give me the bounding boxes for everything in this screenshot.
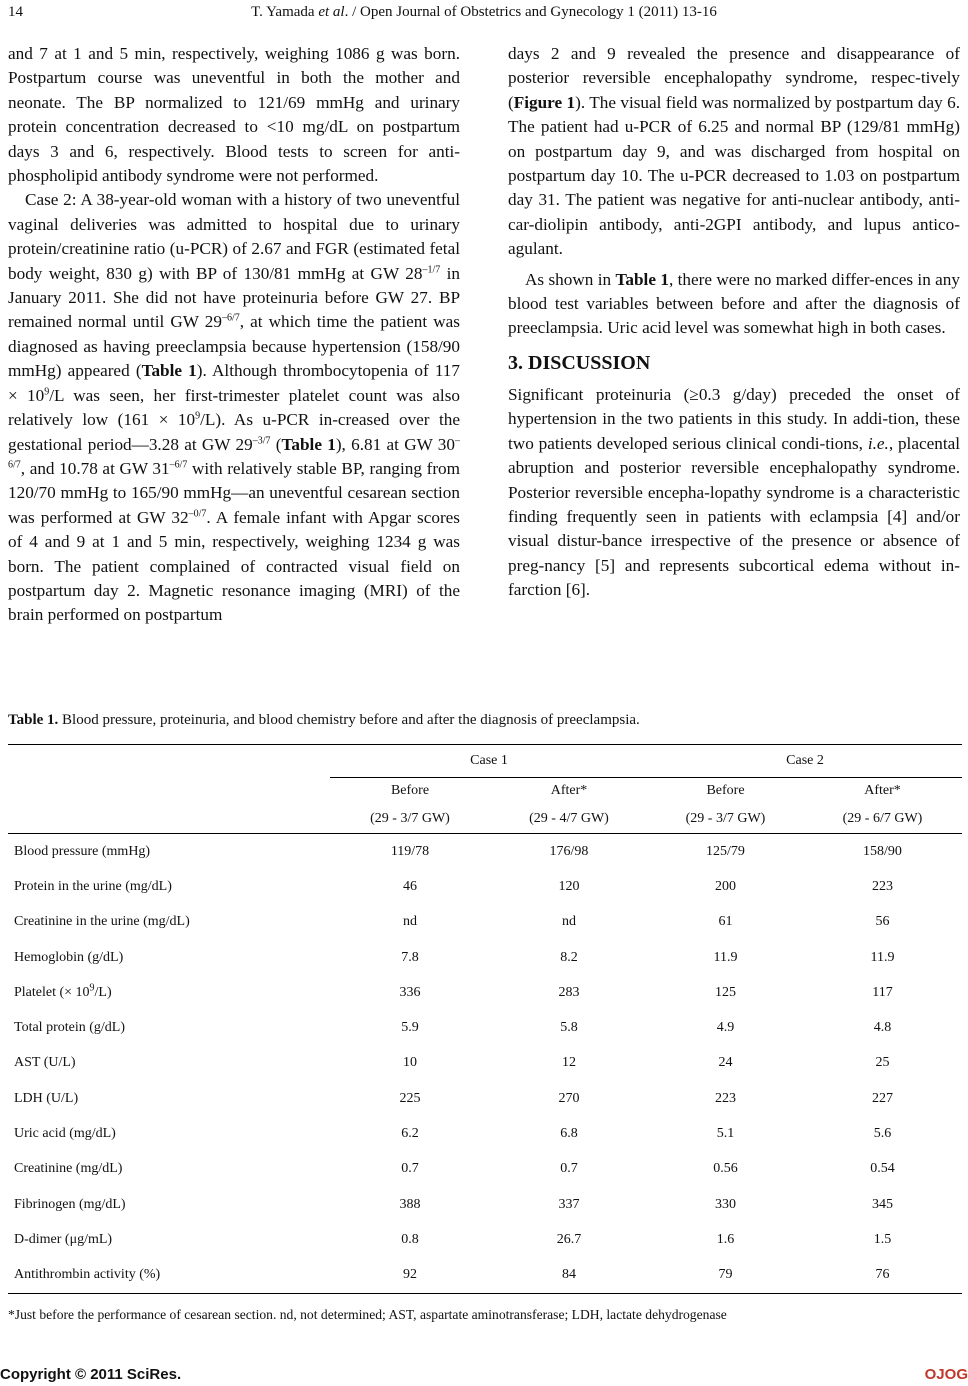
table-cell: 117 <box>872 984 893 1000</box>
table-row <box>8 1046 962 1081</box>
table-row <box>8 1258 962 1294</box>
table-cell: 1.6 <box>716 1231 735 1247</box>
row-label <box>8 1046 330 1081</box>
table-cell: 12 <box>562 1055 576 1071</box>
right-paragraph-3 <box>508 383 960 603</box>
table-cell: 223 <box>715 1090 736 1106</box>
row-label-text: LDH (U/L) <box>14 1090 79 1106</box>
row-label-text: AST (U/L) <box>14 1055 76 1071</box>
journal-abbreviation: OJOG <box>924 1366 968 1383</box>
table-cell: 56 <box>875 914 890 930</box>
table-cell: 337 <box>558 1196 580 1212</box>
header-et-al: et al <box>318 4 345 20</box>
row-label-text: Protein in the urine (mg/dL) <box>14 878 172 894</box>
left-column <box>8 42 460 628</box>
col-header-label: After* <box>550 783 588 799</box>
table-cell: 0.7 <box>560 1161 578 1177</box>
text: ). The visual field was normalized by postpartum day 6. The patient had u-PCR of 6.25 and normal BP (129/81 mmHg) on postpartum day 9, and was discharged from hospital on postpartum day 10. The u-PCR decreased to 1.03 on postpartum day 31. The patient was negative for anti-nuclear antibody, anti-car-diolipin antibody, anti-2GPI antibody, and lupus antico-agulant. <box>508 92 960 259</box>
table-row <box>8 1222 962 1257</box>
row-label-text: Blood pressure (mmHg) <box>14 843 151 859</box>
text: ), 6.81 at GW 30 <box>335 434 455 454</box>
text: in January 2011. She did not have proteinuria before GW 27. BP remained normal until GW 29 <box>8 263 460 332</box>
col-header-gw: (29 - 3/7 GW) <box>685 811 766 826</box>
table-cell: 158/90 <box>863 843 902 859</box>
right-paragraph-1 <box>508 42 960 262</box>
table-cell: 11.9 <box>713 949 738 965</box>
superscript: 9 <box>195 410 201 422</box>
text: ( <box>270 434 282 454</box>
col-header-gw: (29 - 4/7 GW) <box>529 811 609 826</box>
table-cell: 25 <box>875 1055 890 1071</box>
row-label <box>8 905 330 940</box>
table-cell: 4.9 <box>716 1020 735 1036</box>
table-caption-label: Table 1. <box>8 712 59 728</box>
table-cell: 6.8 <box>560 1126 578 1142</box>
table-cell: 10 <box>403 1055 417 1071</box>
table-cell: 225 <box>399 1090 421 1106</box>
table-row <box>8 1116 962 1151</box>
table-cell: 120 <box>558 878 580 894</box>
text: Case 2: A 38-year-old woman with a history of two uneventful vaginal deliveries was admitted to hospital due to urinary protein/creatinine ratio (u-PCR) of 2.67 and FGR (estimated fetal body weight, 830 g) with BP of 130/81 mmHg at GW 28 <box>8 190 460 283</box>
text: , at which time the patient was diagnosed as having preeclampsia because hypertension (158/90 mmHg) appeared ( <box>8 312 460 381</box>
table-cell: 61 <box>718 914 733 930</box>
table-cell: 5.1 <box>716 1126 735 1142</box>
table-row <box>8 905 962 940</box>
table-cell: 176/98 <box>549 843 589 859</box>
row-label-text: Uric acid (mg/dL) <box>14 1126 116 1142</box>
table-cell: 223 <box>872 878 893 894</box>
table-row <box>8 1187 962 1222</box>
table-cell: 270 <box>558 1090 580 1106</box>
text: ). Although thrombocytopenia of 117 × 10 <box>8 361 460 405</box>
table-cell: 125 <box>715 984 736 1000</box>
table-cell: 0.54 <box>870 1161 895 1177</box>
row-label <box>8 1010 330 1045</box>
table-cell: 336 <box>399 984 421 1000</box>
table-body <box>8 834 962 1294</box>
left-paragraph-2 <box>8 188 460 627</box>
table-cell: 125/79 <box>706 843 745 859</box>
text: , and 10.78 at GW 31 <box>20 458 170 478</box>
running-header <box>0 4 968 21</box>
table-row <box>8 1010 962 1045</box>
table-cell: 5.9 <box>401 1020 419 1036</box>
text: . A female infant with Apgar scores of 4 and 9 at 1 and 5 min, respectively, weighing 1234 g was born. The patient complained of contracted visual field on postpartum day 2. Magnetic resonance imaging (MRI) of the brain performed on postpartum <box>8 507 460 625</box>
table-cell: 4.8 <box>873 1020 892 1036</box>
row-label-text: Antithrombin activity (%) <box>14 1267 161 1283</box>
text: /L). As u-PCR in-creased over the gestational period—3.28 at GW 29 <box>8 410 460 454</box>
data-table <box>8 744 962 1294</box>
row-label <box>8 940 330 975</box>
table-row <box>8 1081 962 1116</box>
row-label-text: Creatinine in the urine (mg/dL) <box>14 914 190 930</box>
superscript: –1/7 <box>422 263 441 275</box>
row-label-text: Fibrinogen (mg/dL) <box>14 1196 126 1212</box>
table-row <box>8 940 962 975</box>
right-column <box>508 42 960 603</box>
section-heading: 3. DISCUSSION <box>508 351 651 374</box>
row-label <box>8 1187 330 1222</box>
right-paragraph-2 <box>508 268 960 341</box>
table-cell: 0.7 <box>401 1161 419 1177</box>
table-cell: 5.6 <box>873 1126 892 1142</box>
superscript: –6/7 <box>221 312 240 324</box>
table-caption <box>8 712 640 729</box>
case1-header: Case 1 <box>330 745 648 778</box>
table-row <box>8 834 962 870</box>
italic-text: i.e. <box>867 433 889 453</box>
table-cell: 8.2 <box>560 949 578 965</box>
superscript: –6/7 <box>169 459 188 471</box>
text: /L was seen, her first-trimester platelet count was also relatively low (161 × 10 <box>8 385 460 430</box>
table-cell: nd <box>403 914 417 930</box>
table-cell: 46 <box>403 878 417 894</box>
table-cell: 11.9 <box>870 949 895 965</box>
table-cell: 200 <box>715 878 736 894</box>
table-cell: 1.5 <box>873 1231 892 1247</box>
table-cell: 345 <box>872 1196 893 1212</box>
table-reference: Table 1 <box>141 361 197 381</box>
page-number: 14 <box>8 4 23 20</box>
table-caption-text: Blood pressure, proteinuria, and blood chemistry before and after the diagnosis of preeclampsia. <box>58 712 640 728</box>
row-label <box>8 1222 330 1257</box>
table-cell: nd <box>562 914 576 930</box>
left-paragraph-1: and 7 at 1 and 5 min, respectively, weighing 1086 g was born. Postpartum course was uneventful in both the mother and neonate. The BP normalized to 121/69 mmHg and urinary protein concentration decreased to <10 mg/dL on postpartum days 3 and 6, respectively. Blood tests to screen for anti-phospholipid antibody syndrome were not performed. <box>8 44 460 186</box>
table-cell: 388 <box>399 1196 421 1212</box>
col-header-label: After* <box>864 783 901 799</box>
table-cell: 76 <box>875 1267 890 1283</box>
row-label <box>8 834 330 870</box>
text: As shown in <box>525 269 616 289</box>
superscript: 9 <box>44 385 50 397</box>
row-label <box>8 1258 330 1294</box>
table-reference: Table 1 <box>281 434 336 454</box>
table-cell: 0.8 <box>401 1231 419 1247</box>
row-label <box>8 1116 330 1151</box>
figure-reference: Figure 1 <box>513 92 576 112</box>
col-header-label: Before <box>706 783 745 799</box>
table-cell: 227 <box>872 1090 893 1106</box>
table-cell: 92 <box>403 1267 417 1283</box>
row-label <box>8 1081 330 1116</box>
header-authors: T. Yamada <box>251 4 315 20</box>
row-label <box>8 869 330 904</box>
text: , there were no marked differ-ences in any blood test variables between before and after the diagnosis of preeclampsia. Uric acid level was somewhat high in both cases. <box>508 269 960 338</box>
row-label-text: Hemoglobin (g/dL) <box>14 949 124 965</box>
header-journal: . / Open Journal of Obstetrics and Gynecology 1 (2011) 13-16 <box>344 4 717 20</box>
row-label-text: Creatinine (mg/dL) <box>14 1161 123 1177</box>
table-cell: 330 <box>715 1196 736 1212</box>
row-label <box>8 1152 330 1187</box>
table-cell: 24 <box>718 1055 733 1071</box>
table-cell: 0.56 <box>713 1161 738 1177</box>
superscript: –6/7 <box>8 434 460 471</box>
table-row <box>8 1152 962 1187</box>
col-header-label: Before <box>390 783 430 799</box>
case2-header: Case 2 <box>648 745 962 778</box>
table-cell: 84 <box>562 1267 576 1283</box>
copyright: Copyright © 2011 SciRes. <box>0 1366 182 1383</box>
table-cell: 6.2 <box>401 1126 419 1142</box>
row-label-text: Total protein (g/dL) <box>14 1020 125 1036</box>
col-header-gw: (29 - 6/7 GW) <box>842 811 923 826</box>
text: , placental abruption and posterior reversible encephalopathy syndrome. Posterior reversible encepha-lopathy syndrome is a characteristic finding frequently seen in patients with eclampsia [4] and/or visual distur-bance irrespective of the presence or absence of preg-nancy [5] and represents subcortical edema without in-farction [6]. <box>508 433 960 600</box>
table-cell: 7.8 <box>401 949 419 965</box>
corner-cell <box>8 777 330 805</box>
superscript: –3/7 <box>252 434 271 446</box>
col-header-gw: (29 - 3/7 GW) <box>370 811 450 826</box>
table-reference: Table 1 <box>615 269 669 289</box>
superscript: –0/7 <box>188 507 207 519</box>
text: Significant proteinuria (≥0.3 g/day) preceded the onset of hypertension in the two patients in this study. In addi-tion, these two patients developed serious clinical condi-tions, <box>508 384 960 453</box>
table-cell: 119/78 <box>390 843 430 859</box>
corner-cell <box>8 745 330 778</box>
row-label-superscript: 9 <box>89 982 95 994</box>
table-cell: 26.7 <box>556 1231 582 1247</box>
table-cell: 283 <box>558 984 580 1000</box>
table-row <box>8 869 962 904</box>
row-label-text-end: /L) <box>94 984 112 1000</box>
text: with relatively stable BP, ranging from 120/70 mmHg to 165/90 mmHg—an uneventful cesarean section was performed at GW 32 <box>8 458 461 527</box>
row-label <box>8 975 330 1010</box>
text: days 2 and 9 revealed the presence and disappearance of posterior reversible encephalopathy syndrome, respec-tively ( <box>508 44 960 112</box>
table-row <box>8 975 962 1010</box>
table-cell: 79 <box>718 1267 733 1283</box>
row-label-text: D-dimer (μg/mL) <box>14 1231 113 1247</box>
row-label-text: Platelet (× 10 <box>14 984 90 1000</box>
table-footnote: *Just before the performance of cesarean section. nd, not determined; AST, aspartate aminotransferase; LDH, lactate dehydrogenase <box>8 1307 727 1322</box>
table-cell: 5.8 <box>560 1020 578 1036</box>
corner-cell <box>8 805 330 834</box>
